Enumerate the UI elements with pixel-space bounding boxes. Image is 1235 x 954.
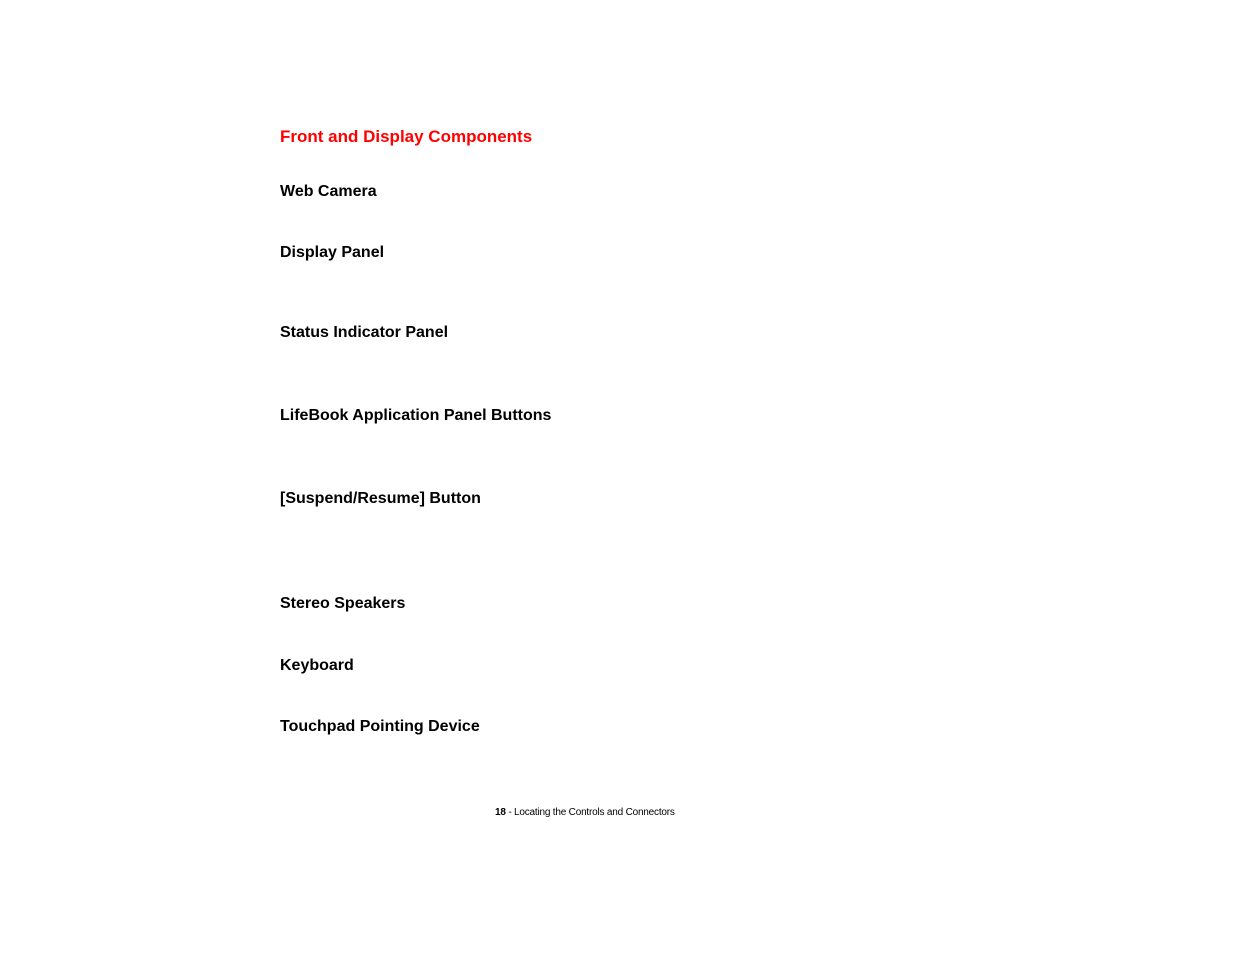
page-footer <box>495 807 675 818</box>
footer-text: - Locating the Controls and Connectors <box>505 807 675 818</box>
heading-suspend-resume-button: [Suspend/Resume] Button <box>280 490 481 507</box>
page-number: 18 <box>495 807 506 818</box>
heading-stereo-speakers: Stereo Speakers <box>280 595 406 612</box>
heading-status-indicator-panel: Status Indicator Panel <box>280 324 449 341</box>
section-title: Front and Display Components <box>280 127 533 146</box>
heading-web-camera: Web Camera <box>280 183 377 200</box>
heading-application-panel-buttons: LifeBook Application Panel Buttons <box>280 407 552 424</box>
heading-touchpad-pointing-device: Touchpad Pointing Device <box>280 718 480 735</box>
heading-display-panel: Display Panel <box>280 244 385 261</box>
heading-keyboard: Keyboard <box>280 657 354 674</box>
